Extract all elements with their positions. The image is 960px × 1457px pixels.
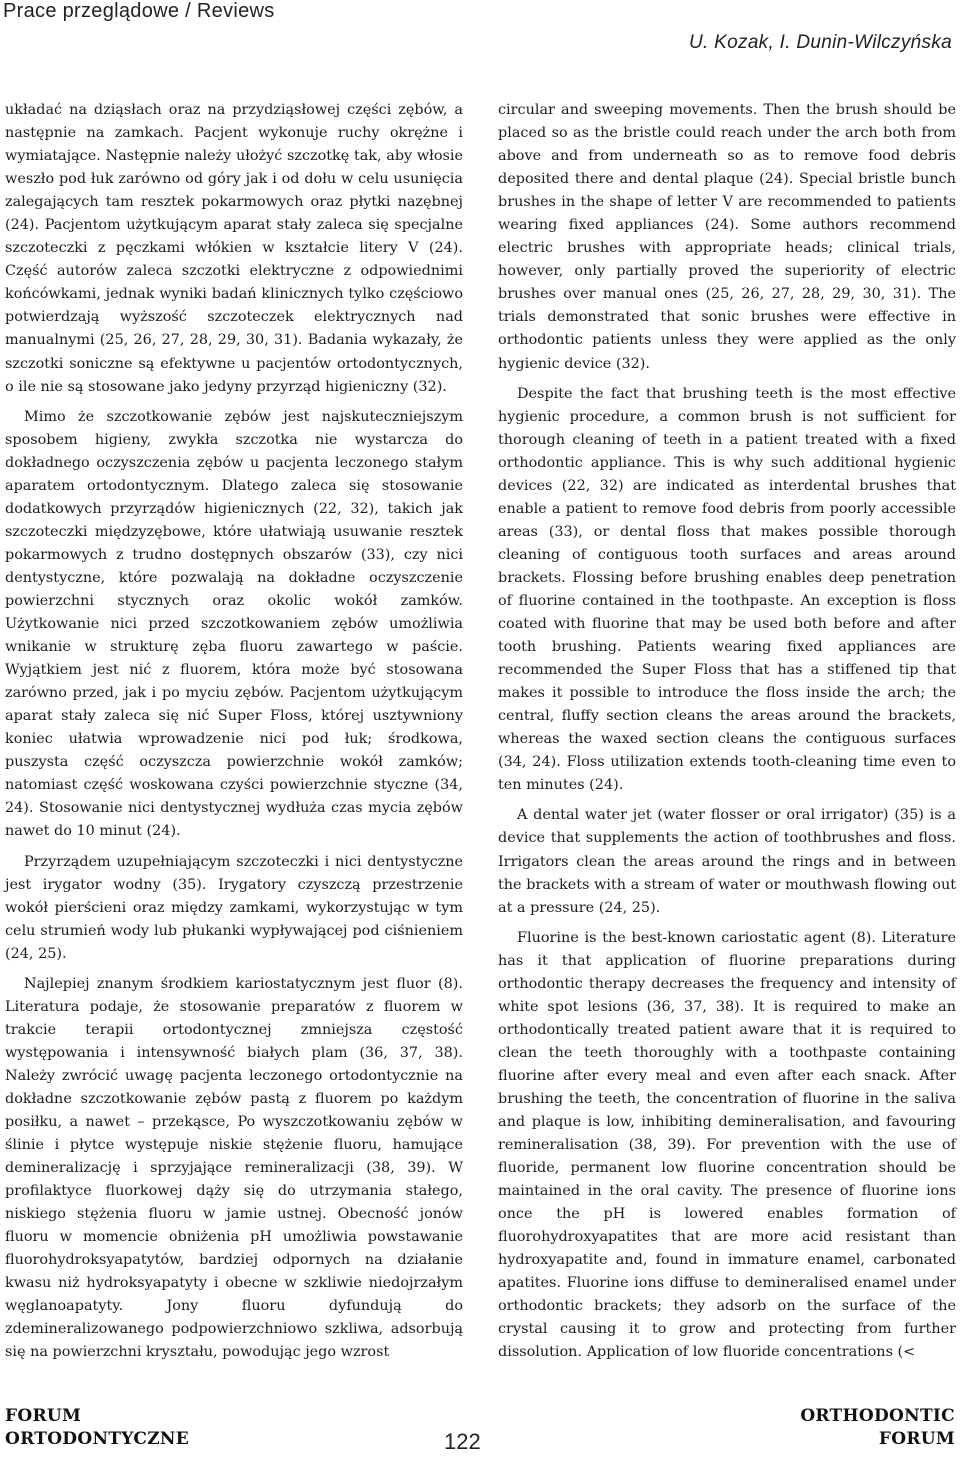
journal-name-polish [5,1405,189,1451]
journal-name-line: ORTODONTYCZNE [5,1429,190,1449]
journal-name-line: FORUM [5,1406,82,1426]
paragraph: A dental water jet (water flosser or oral irrigator) (35) is a device that supplements the action of toothbrushes and floss. Irrigators clean the areas around the rings and in between the brackets with a stream of water or mouthwash flowing out at a pressure (24, 25). [498,807,956,916]
article-authors: U. Kozak, I. Dunin-Wilczyńska [689,32,952,53]
paragraph: Najlepiej znanym środkiem kariostatycznym jest fluor (8). Literatura podaje, że stosowanie preparatów z fluorem w trakcie terapii ortodontycznej zmniejsza częstość występowania i intensywność białych plam (36, 37, 38). Należy zwrócić uwagę pacjenta leczonego ortodontycznie na dokładne szczotkowanie zębów pastą z fluorem po każdym posiłku, a nawet – przekąsce, Po wyszczotkowaniu zębów w ślinie i płytce występuje niskie stężenie fluoru, hamujące demineralizację i sprzyjające remineralizacji (38, 39). W profilaktyce fluorkowej dąży się do utrzymania stałego, niskiego stężenia fluoru w jamie ustnej. Obecność jonów fluoru w momencie obniżenia pH umożliwia powstawanie fluorohydroksyapatytów, bardziej odpornych na działanie kwasu niż hydroksyapatyty i obecne w szkliwie niedojrzałym węglanoapatyty. Jony fluoru dyfundują do zdemineralizowanego podpowierzchniowo szkliwa, adsorbują się na powierzchni kryształu, powodując jego wzrost [5,975,463,1361]
page-number: 122 [444,1429,481,1454]
journal-name-line: FORUM [878,1429,955,1449]
paragraph: Mimo że szczotkowanie zębów jest najskuteczniejszym sposobem higieny, zwykła szczotka nie wystarcza do dokładnego oczyszczenia zębów u pacjenta leczonego stałym aparatem ortodontycznym. Dlatego zaleca się stosowanie dodatkowych przyrządów higienicznych (22, 32), takich jak szczoteczki międzyzębowe, które ułatwiają usuwanie resztek pokarmowych z trudno dostępnych obszarów (33), czy nici dentystyczne, które pozwalają na dokładne oczyszczenie powierzchni stycznych oraz okolic wokół zamków. Użytkowanie nici przed szczotkowaniem zębów umożliwia wnikanie w strukturę zęba fluoru zawartego w paście. Wyjątkiem jest nić z fluorem, która może być stosowana zarówno przed, jak i po myciu zębów. Pacjentom użytkującym aparat stały zaleca się nić Super Floss, której usztywniony koniec ułatwia wprowadzenie nici pod łuk; środkowa, puszysta część oczyszcza powierzchnie wokół zamków; natomiast część woskowana czyści powierzchnie styczne (34, 24). Stosowanie nici dentystycznej wydłuża czas mycia zębów nawet do 10 minut (24). [5,408,463,840]
paragraph: circular and sweeping movements. Then the brush should be placed so as the bristle could reach under the arch both from above and from underneath so as to remove food debris deposited there and dental plaque (24). Special bristle bunch brushes in the shape of letter V are recommended to patients wearing fixed appliances (24). Some authors recommend electric brushes with appropriate heads; clinical trials, however, only partially proved the superiority of electric brushes over manual ones (25, 26, 27, 28, 29, 30, 31). The trials demonstrated that sonic brushes were effective in orthodontic patients unless they were applied as the only hygienic device (32). [498,102,956,372]
section-title: Prace przeglądowe / Reviews [3,0,275,22]
paragraph: Fluorine is the best-known cariostatic agent (8). Literature has it that application of fluorine preparations during orthodontic therapy decreases the frequency and intensity of white spot lesions (36, 37, 38). It is required to make an orthodontically treated patient aware that it is required to clean the teeth thoroughly with a toothpaste containing fluorine after every meal and even after each snack. After brushing the teeth, the concentration of fluorine in the saliva and plaque is low, inhibiting demineralisation, and favouring remineralisation (38, 39). For prevention with the use of fluoride, permanent low fluorine concentration should be maintained in the oral cavity. The presence of fluorine ions once the pH is lowered enables formation of fluorohydroxyapatites that are more acid resistant than hydroxyapatite and, found in immature enamel, carbonated apatites. Fluorine ions diffuse to demineralised enamel under orthodontic brackets; they adsorb on the surface of the crystal causing it to grow and protecting from further dissolution. Application of low fluoride concentrations (< [498,929,956,1361]
paragraph: Przyrządem uzupełniającym szczoteczki i nici dentystyczne jest irygator wodny (35). Irygatory czyszczą przestrzenie wokół pierścieni oraz między zamkami, wykorzystując w tym celu strumień wody lub płukanki wypływającej pod ciśnieniem (24, 25). [5,853,463,962]
paragraph: układać na dziąsłach oraz na przydziąsłowej części zębów, a następnie na zamkach. Pacjent wykonuje ruchy okrężne i wymiatające. Następnie należy ułożyć szczotkę tak, aby włosie weszło pod łuk zarówno od góry jak i od dołu w celu usunięcia zalegających tam resztek pokarmowych oraz płytki nazębnej (24). Pacjentom użytkującym aparat stały zaleca się specjalne szczoteczki z pęczkami włókien w kształcie litery V (24). Część autorów zaleca szczotki elektryczne z odpowiednimi końcówkami, jednak wyniki badań klinicznych tylko częściowo potwierdzają wyższość szczoteczek elektrycznych nad manualnymi (25, 26, 27, 28, 29, 30, 31). Badania wykazały, że szczotki soniczne są efektywne u pacjentów ortodontycznych, o ile nie są stosowane jako jedyny przyrząd higieniczny (32). [5,102,463,395]
journal-name-line: ORTHODONTIC [800,1406,955,1426]
polish-text-column [5,99,463,1372]
english-text-column [498,99,956,1372]
paragraph: Despite the fact that brushing teeth is the most effective hygienic procedure, a common brush is not sufficient for thorough cleaning of teeth in a patient treated with a fixed orthodontic appliance. This is why such additional hygienic devices (22, 32) are indicated as interdental brushes that enable a patient to remove food debris from poorly accessible areas (33), or dental floss that makes possible thorough cleaning of contiguous tooth surfaces and areas around brackets. Flossing before brushing enables deep penetration of fluorine contained in the toothpaste. An exception is floss coated with fluorine that may be used both before and after tooth brushing. Patients wearing fixed appliances are recommended the Super Floss that has a stiffened tip that makes it possible to introduce the floss inside the arch; the central, fluffy section cleans the areas around the brackets, whereas the waxed section cleans the contiguous surfaces (34, 24). Floss utilization extends tooth-cleaning time even to ten minutes (24). [498,385,956,794]
journal-name-english [800,1405,955,1451]
